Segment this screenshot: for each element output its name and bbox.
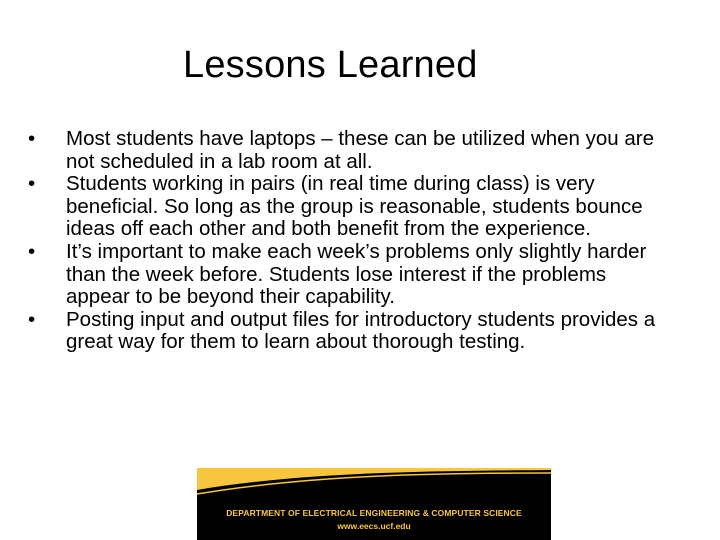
bullet-marker: •	[28, 307, 36, 331]
department-banner	[197, 468, 551, 540]
bullet-marker: •	[28, 127, 36, 150]
banner-stripe-graphic	[197, 468, 551, 496]
department-name: DEPARTMENT OF ELECTRICAL ENGINEERING & COMPUTER SCIENCE	[226, 508, 522, 518]
bullet-item	[28, 173, 668, 241]
bullet-item	[28, 309, 668, 354]
bullet-text: It’s important to make each week’s problems only slightly harder than the week before. Students lose interest if the problems appear to be beyond their capability.	[66, 239, 647, 309]
slide-title: Lessons Learned	[183, 44, 478, 86]
bullet-item	[28, 128, 668, 173]
department-website: www.eecs.ucf.edu	[337, 521, 411, 531]
bullet-text: Most students have laptops – these can be utilized when you are not scheduled in a lab room at all.	[66, 127, 655, 173]
bullet-marker: •	[28, 172, 36, 196]
bullet-item	[28, 241, 668, 309]
bullet-marker: •	[28, 239, 36, 263]
bullet-text: Posting input and output files for introductory students provides a great way for them to learn about thorough testing.	[66, 307, 656, 354]
bullet-list	[28, 128, 668, 354]
bullet-text: Students working in pairs (in real time during class) is very beneficial. So long as the group is reasonable, students bounce ideas off each other and both benefit from the experience.	[66, 172, 643, 241]
